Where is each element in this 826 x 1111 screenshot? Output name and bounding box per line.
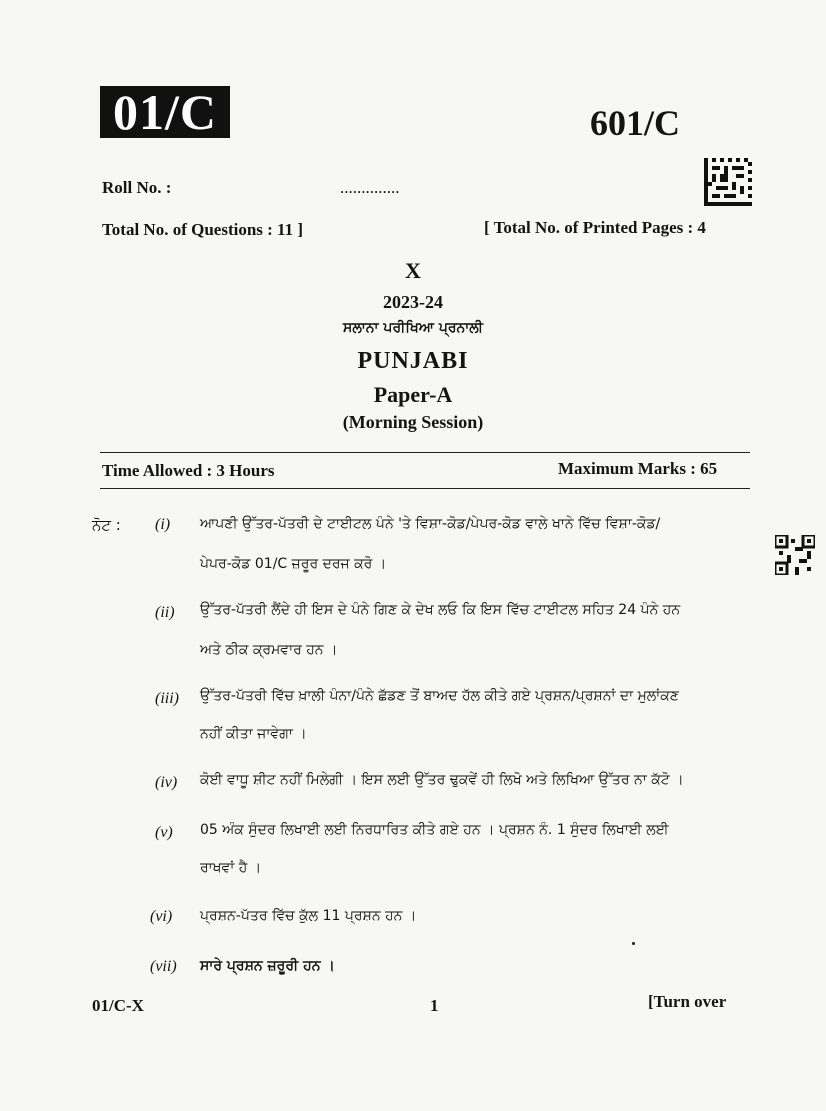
subject-code-box: 01/C — [100, 86, 230, 138]
note-line: ਉੱਤਰ-ਪੱਤਰੀ ਲੈਂਦੇ ਹੀ ਇਸ ਦੇ ਪੰਨੇ ਗਿਣ ਕੇ ਦੇਖ ਲਓ ਕਿ ਇਸ ਵਿੱਚ ਟਾਈਟਲ ਸਹਿਤ 24 ਪੰਨੇ ਹਨ — [200, 602, 681, 618]
roll-no-field: .............. — [340, 178, 400, 197]
datamatrix-code — [704, 158, 752, 206]
page-number: 1 — [430, 996, 439, 1015]
paper-title: Paper-A — [373, 382, 453, 407]
time-allowed: Time Allowed : 3 Hours — [102, 461, 275, 480]
bottom-divider — [100, 488, 750, 489]
subject-title: PUNJABI — [357, 348, 469, 374]
note-line: ਉੱਤਰ-ਪੱਤਰੀ ਵਿੱਚ ਖ਼ਾਲੀ ਪੰਨਾ/ਪੰਨੇ ਛੱਡਣ ਤੋਂ ਬਾਅਦ ਹੱਲ ਕੀਤੇ ਗਏ ਪ੍ਰਸ਼ਨ/ਪ੍ਰਸ਼ਨਾਂ ਦਾ ਮੁਲਾਂਕਣ — [200, 688, 679, 704]
maximum-marks: Maximum Marks : 65 — [558, 459, 718, 478]
ink-dot — [632, 942, 635, 945]
total-questions: Total No. of Questions : 11 ] — [102, 220, 304, 239]
note-line: ਕੋਈ ਵਾਧੂ ਸ਼ੀਟ ਨਹੀਂ ਮਿਲੇਗੀ । ਇਸ ਲਈ ਉੱਤਰ ਢੁਕਵੇਂ ਹੀ ਲਿਖੋ ਅਤੇ ਲਿਖਿਆ ਉੱਤਰ ਨਾ ਕੱਟੋ । — [200, 772, 684, 788]
note-number: (iii) — [155, 690, 179, 707]
note-number: (vi) — [150, 908, 173, 925]
note-label: ਨੋਟ : — [92, 516, 121, 534]
note-line: ਆਪਣੀ ਉੱਤਰ-ਪੱਤਰੀ ਦੇ ਟਾਈਟਲ ਪੰਨੇ 'ਤੇ ਵਿਸ਼ਾ-ਕੋਡ/ਪੇਪਰ-ਕੋਡ ਵਾਲੇ ਖਾਨੇ ਵਿੱਚ ਵਿਸ਼ਾ-ਕੋਡ/ — [200, 516, 661, 532]
session-year: 2023-24 — [383, 292, 443, 312]
note-number: (vii) — [150, 958, 177, 975]
note-line: ਅਤੇ ਠੀਕ ਕ੍ਰਮਵਾਰ ਹਨ । — [200, 642, 338, 658]
turn-over: [Turn over — [648, 992, 727, 1011]
paper-code: 601/C — [590, 103, 680, 143]
exam-system: ਸਲਾਨਾ ਪਰੀਖਿਆ ਪ੍ਰਨਾਲੀ — [343, 320, 483, 336]
footer-code: 01/C-X — [92, 996, 144, 1015]
note-line: ਰਾਖਵਾਂ ਹੈ । — [200, 860, 262, 876]
qr-code — [775, 535, 815, 575]
total-printed-pages: [ Total No. of Printed Pages : 4 — [484, 218, 706, 237]
class-label: X — [405, 258, 421, 283]
note-line: ਨਹੀਂ ਕੀਤਾ ਜਾਵੇਗਾ । — [200, 726, 307, 742]
note-line: ਸਾਰੇ ਪ੍ਰਸ਼ਨ ਜ਼ਰੂਰੀ ਹਨ । — [200, 958, 335, 974]
roll-no-label: Roll No. : — [102, 178, 172, 197]
note-number: (v) — [155, 824, 173, 841]
note-line: ਪੇਪਰ-ਕੋਡ 01/C ਜ਼ਰੂਰ ਦਰਜ ਕਰੋ । — [200, 556, 387, 572]
top-divider — [100, 452, 750, 453]
note-number: (iv) — [155, 774, 178, 791]
note-number: (ii) — [155, 604, 175, 621]
note-number: (i) — [155, 516, 171, 533]
note-line: ਪ੍ਰਸ਼ਨ-ਪੱਤਰ ਵਿੱਚ ਕੁੱਲ 11 ਪ੍ਰਸ਼ਨ ਹਨ । — [200, 908, 417, 924]
note-line: 05 ਅੰਕ ਸੁੰਦਰ ਲਿਖਾਈ ਲਈ ਨਿਰਧਾਰਿਤ ਕੀਤੇ ਗਏ ਹਨ । ਪ੍ਰਸ਼ਨ ਨੰ. 1 ਸੁੰਦਰ ਲਿਖਾਈ ਲਈ — [200, 822, 669, 838]
session-label: (Morning Session) — [342, 412, 484, 432]
